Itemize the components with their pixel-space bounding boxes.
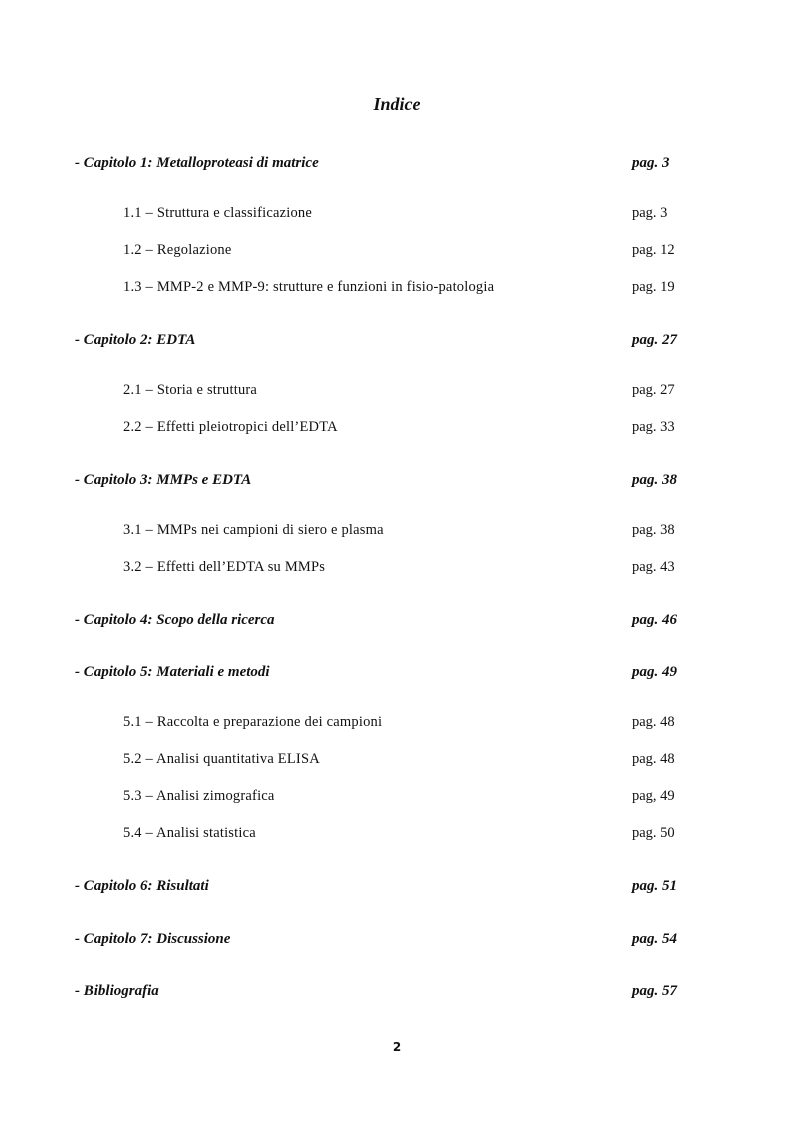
page-title: Indice [373,94,421,114]
toc-page: pag. 49 [632,664,677,680]
toc-page: pag. 43 [632,559,675,575]
toc-page: pag. 51 [632,878,677,894]
toc-page: pag. 3 [632,205,668,221]
toc-page: pag. 27 [632,332,677,348]
toc-page: pag. 33 [632,419,675,435]
toc-label: 5.3 – Analisi zimografica [123,788,275,804]
toc-label: 5.1 – Raccolta e preparazione dei campioni [123,714,383,730]
toc-page: pag. 54 [632,931,677,947]
toc-page: pag. 57 [632,983,677,999]
toc-label: 1.3 – MMP-2 e MMP-9: strutture e funzioni in fisio-patologia [123,279,495,295]
toc-label: 1.2 – Regolazione [123,242,232,258]
toc-label: 3.2 – Effetti dell’EDTA su MMPs [123,559,326,575]
toc-page: pag. 48 [632,751,675,767]
toc-label: - Capitolo 5: Materiali e metodi [75,664,270,680]
toc-page: pag. 48 [632,714,675,730]
toc-page: pag. 3 [632,155,670,171]
toc-page: pag. 19 [632,279,675,295]
toc-label: 1.1 – Struttura e classificazione [123,205,312,221]
toc-page: pag. 46 [632,612,677,628]
toc-label: 3.1 – MMPs nei campioni di siero e plasma [123,522,384,538]
toc-page: pag. 38 [632,472,677,488]
toc-label: - Bibliografia [75,983,159,999]
toc-label: - Capitolo 2: EDTA [75,332,196,348]
toc-page: pag, 49 [632,788,675,804]
toc-label: - Capitolo 7: Discussione [75,931,231,947]
toc-page: pag. 12 [632,242,675,258]
toc-page: pag. 50 [632,825,675,841]
toc-label: 5.2 – Analisi quantitativa ELISA [123,751,320,767]
toc-page: pag. 27 [632,382,675,398]
toc-label: 2.1 – Storia e struttura [123,382,258,398]
toc-page: pag. 38 [632,522,675,538]
toc-label: - Capitolo 6: Risultati [75,878,209,894]
toc-label: - Capitolo 4: Scopo della ricerca [75,612,275,628]
toc-label: 2.2 – Effetti pleiotropici dell’EDTA [123,419,338,435]
page-number: 2 [392,1040,402,1054]
toc-label: - Capitolo 3: MMPs e EDTA [75,472,252,488]
toc-label: 5.4 – Analisi statistica [123,825,256,841]
toc-label: - Capitolo 1: Metalloproteasi di matrice [75,155,319,171]
